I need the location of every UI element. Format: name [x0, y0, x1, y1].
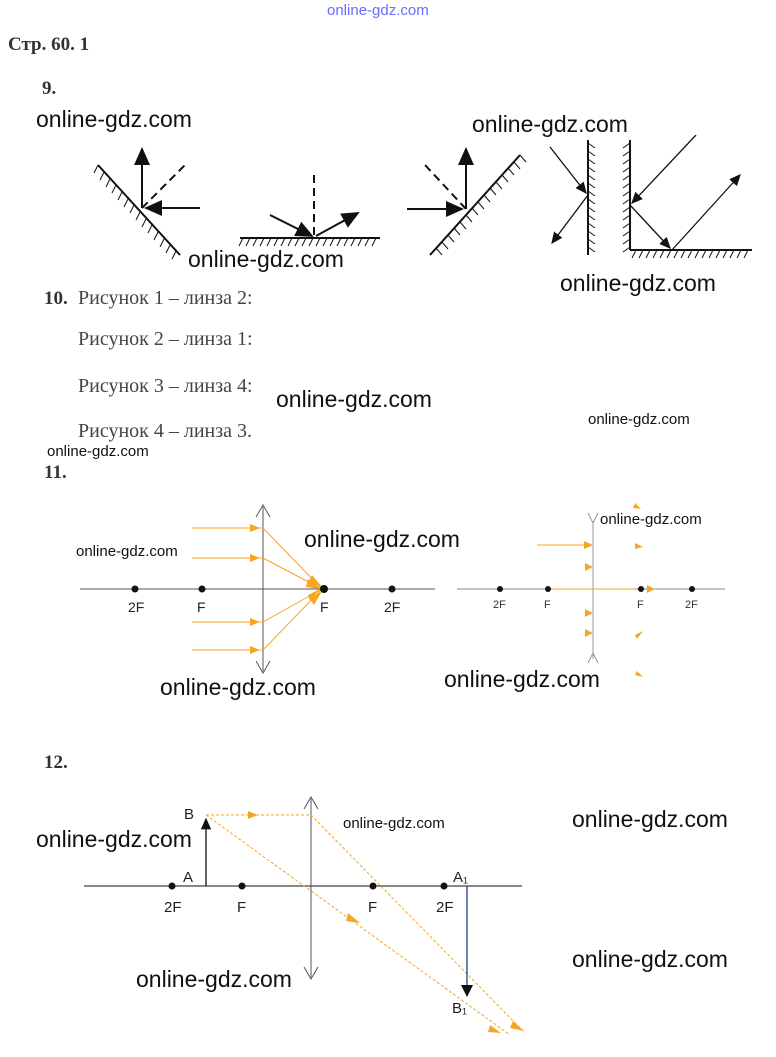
- q11-left-f-label: F: [197, 599, 206, 615]
- label-B: B: [184, 806, 195, 823]
- watermark-text: online-gdz.com: [600, 511, 702, 528]
- watermark-text: online-gdz.com: [343, 815, 445, 832]
- converging-lens-diagram: [70, 495, 440, 685]
- watermark-text: online-gdz.com: [76, 543, 178, 560]
- watermark-text: online-gdz.com: [36, 106, 192, 132]
- watermark-text: online-gdz.com: [572, 806, 728, 832]
- q12-right-2f-label: 2F: [436, 899, 454, 916]
- top-watermark: online-gdz.com: [327, 2, 429, 19]
- q11b-left-f-label: F: [544, 599, 551, 611]
- watermark-text: online-gdz.com: [304, 526, 460, 552]
- watermark-text: online-gdz.com: [136, 966, 292, 992]
- watermark-text: online-gdz.com: [36, 826, 192, 852]
- watermark-text: online-gdz.com: [588, 411, 690, 428]
- reflection-diagrams: [80, 135, 770, 270]
- question-10-number: 10.: [44, 288, 68, 309]
- q11-left-2f-label: 2F: [128, 599, 145, 615]
- q11b-right-2f-label: 2F: [685, 599, 698, 611]
- label-B1: B₁: [452, 1000, 468, 1017]
- lens-answer-line-3: Рисунок 3 – линза 4:: [78, 375, 253, 397]
- q12-left-f-label: F: [237, 899, 247, 916]
- question-11-number: 11.: [44, 462, 67, 483]
- lens-answer-line-4: Рисунок 4 – линза 3.: [78, 420, 253, 442]
- watermark-text: online-gdz.com: [560, 270, 716, 296]
- watermark-text: online-gdz.com: [47, 443, 149, 460]
- page-heading: Стр. 60. 1: [8, 34, 90, 55]
- mirror-diagram-3: [407, 149, 526, 255]
- q11b-left-2f-label: 2F: [493, 599, 506, 611]
- label-A1: A₁: [453, 869, 469, 886]
- watermark-text: online-gdz.com: [188, 246, 344, 272]
- q12-left-2f-label: 2F: [164, 899, 182, 916]
- mirror-diagram-2: [239, 175, 380, 246]
- label-A: A: [183, 869, 194, 886]
- question-12-number: 12.: [44, 752, 68, 773]
- question-9-number: 9.: [42, 78, 57, 99]
- q12-right-f-label: F: [368, 899, 378, 916]
- q11-right-f-label: F: [320, 599, 329, 615]
- watermark-text: online-gdz.com: [472, 111, 628, 137]
- watermark-text: online-gdz.com: [444, 666, 600, 692]
- q11b-right-f-label: F: [637, 599, 644, 611]
- mirror-diagram-1: [94, 149, 200, 259]
- watermark-text: online-gdz.com: [276, 386, 432, 412]
- watermark-text: online-gdz.com: [572, 946, 728, 972]
- mirror-diagram-4: [550, 135, 752, 258]
- lens-answer-line-2: Рисунок 2 – линза 1:: [78, 328, 253, 350]
- watermark-text: online-gdz.com: [160, 674, 316, 700]
- lens-answer-line-1: Рисунок 1 – линза 2:: [78, 287, 253, 309]
- q11-right-2f-label: 2F: [384, 599, 401, 615]
